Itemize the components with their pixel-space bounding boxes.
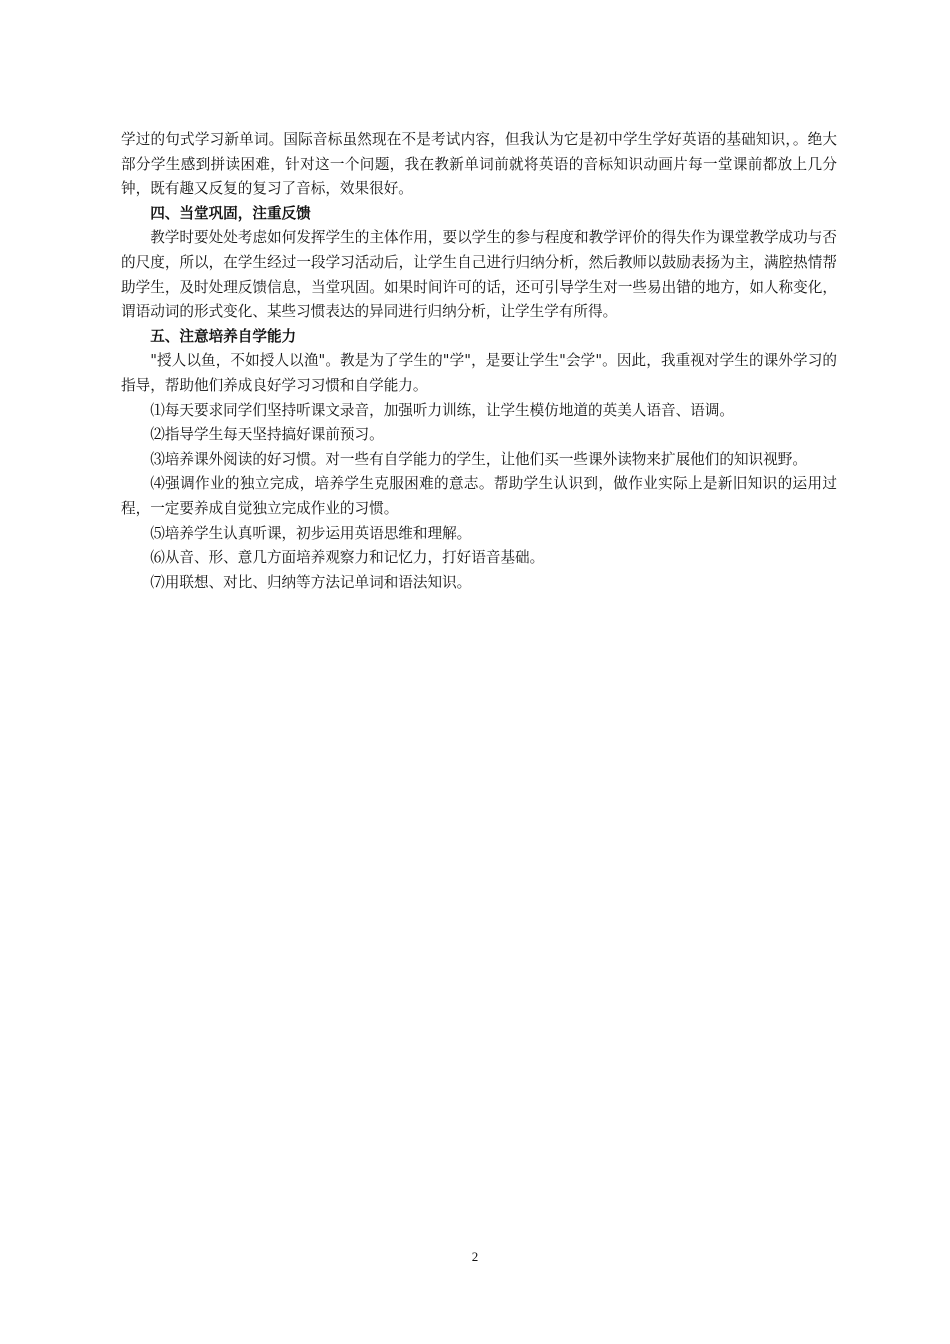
paragraph-feedback: 教学时要处处考虑如何发挥学生的主体作用，要以学生的参与程度和教学评价的得失作为课堂教学成功与否的尺度，所以，在学生经过一段学习活动后，让学生自己进行归纳分析，然后教师以鼓励表扬为主，满腔热情帮助学生，及时处理反馈信息，当堂巩固。如果时间许可的话，还可引导学生对一些易出错的地方，如人称变化，谓语动词的形式变化、某些习惯表达的异同进行归纳分析，让学生学有所得。 bbox=[121, 229, 837, 321]
paragraph-phonetics: 学过的句式学习新单词。国际音标虽然现在不是考试内容，但我认为它是初中学生学好英语的基础知识，。绝大部分学生感到拼读困难，针对这一个问题，我在教新单词前就将英语的音标知识动画片每一堂课前都放上几分钟，既有趣又反复的复习了音标，效果很好。 bbox=[121, 131, 837, 198]
list-item-4: ⑷强调作业的独立完成，培养学生克服困难的意志。帮助学生认识到，做作业实际上是新旧知识的运用过程，一定要养成自觉独立完成作业的习惯。 bbox=[121, 475, 837, 517]
list-item-7: ⑺用联想、对比、归纳等方法记单词和语法知识。 bbox=[150, 573, 472, 591]
section-heading-5: 五、注意培养自学能力 bbox=[150, 327, 297, 345]
list-item-6: ⑹从音、形、意几方面培养观察力和记忆力，打好语音基础。 bbox=[150, 549, 545, 567]
list-item-2: ⑵指导学生每天坚持搞好课前预习。 bbox=[150, 426, 384, 444]
paragraph-self-study: "授人以鱼，不如授人以渔"。教是为了学生的"学"，是要让学生"会学"。因此，我重视对学生的课外学习的指导，帮助他们养成良好学习习惯和自学能力。 bbox=[121, 352, 837, 394]
list-item-3: ⑶培养课外阅读的好习惯。对一些有自学能力的学生，让他们买一些课外读物来扩展他们的知识视野。 bbox=[150, 450, 807, 468]
list-item-1: ⑴每天要求同学们坚持听课文录音，加强听力训练，让学生模仿地道的英美人语音、语调。 bbox=[150, 401, 734, 419]
page-number: 2 bbox=[471, 1249, 479, 1264]
section-heading-4: 四、当堂巩固，注重反馈 bbox=[150, 204, 311, 222]
document-body bbox=[121, 128, 837, 595]
list-item-5: ⑸培养学生认真听课，初步运用英语思维和理解。 bbox=[150, 524, 472, 542]
